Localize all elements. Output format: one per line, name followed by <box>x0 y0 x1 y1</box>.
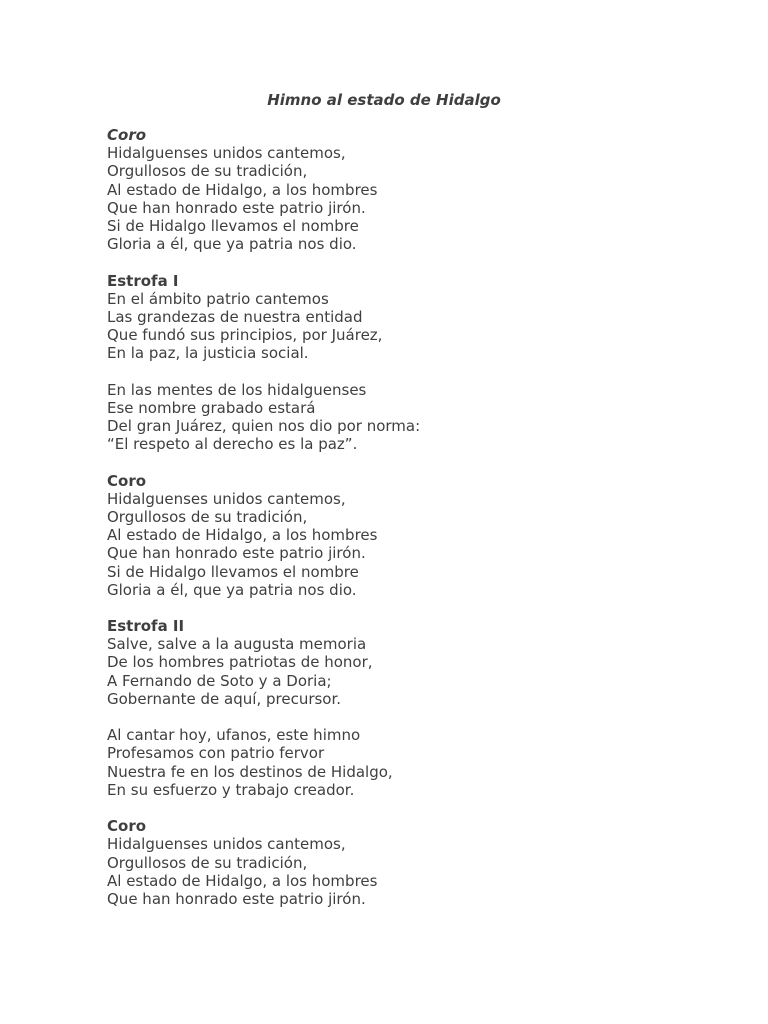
verse-line: A Fernando de Soto y a Doria; <box>107 671 332 690</box>
verse-line: Que han honrado este patrio jirón. <box>107 889 366 908</box>
verse-line: Profesamos con patrio fervor <box>107 744 325 763</box>
verse-line: Hidalguenses unidos cantemos, <box>107 835 346 854</box>
verse-line: Si de Hidalgo llevamos el nombre <box>107 562 359 581</box>
verse-line: Hidalguenses unidos cantemos, <box>107 144 346 163</box>
verse-line: Al estado de Hidalgo, a los hombres <box>107 180 378 199</box>
stanza-heading: Coro <box>107 471 147 490</box>
verse-line: Al cantar hoy, ufanos, este himno <box>107 726 361 745</box>
stanza <box>107 381 707 454</box>
verse-line: En el ámbito patrio cantemos <box>107 289 329 308</box>
stanza <box>107 472 707 599</box>
verse-line: Orgullosos de su tradición, <box>107 162 308 181</box>
verse-line: Orgullosos de su tradición, <box>107 853 308 872</box>
stanza-heading: Estrofa II <box>107 617 185 636</box>
stanza <box>107 817 707 908</box>
stanza-heading: Estrofa I <box>107 271 179 290</box>
verse-line: En las mentes de los hidalguenses <box>107 380 367 399</box>
verse-line: Del gran Juárez, quien nos dio por norma: <box>107 417 421 435</box>
verse-line: Las grandezas de nuestra entidad <box>107 307 363 326</box>
verse-line: Salve, salve a la augusta memoria <box>107 635 367 654</box>
verse-line: Hidalguenses unidos cantemos, <box>107 489 346 508</box>
verse-line: Ese nombre grabado estará <box>107 398 316 417</box>
verse-line: Que fundó sus principios, por Juárez, <box>107 326 383 345</box>
verse-line: Gobernante de aquí, precursor. <box>107 689 342 708</box>
verse-line: Orgullosos de su tradición, <box>107 507 308 526</box>
verse-line: Gloria a él, que ya patria nos dio. <box>107 580 357 599</box>
poem-body <box>107 126 707 926</box>
stanza <box>107 126 707 253</box>
verse-line: Gloria a él, que ya patria nos dio. <box>107 235 357 254</box>
verse-line: De los hombres patriotas de honor, <box>107 653 373 672</box>
verse-line: En su esfuerzo y trabajo creador. <box>107 780 355 799</box>
verse-line: Que han honrado este patrio jirón. <box>107 544 366 563</box>
verse-line: “El respeto al derecho es la paz”. <box>107 435 358 454</box>
verse-line: Que han honrado este patrio jirón. <box>107 198 366 217</box>
stanza-heading: Coro <box>107 817 147 836</box>
verse-line: Si de Hidalgo llevamos el nombre <box>107 216 359 235</box>
verse-line: Al estado de Hidalgo, a los hombres <box>107 526 378 545</box>
verse-line: Al estado de Hidalgo, a los hombres <box>107 871 378 890</box>
verse-line: En la paz, la justicia social. <box>107 344 309 363</box>
stanza <box>107 726 707 799</box>
stanza <box>107 272 707 363</box>
verse-line: Nuestra fe en los destinos de Hidalgo, <box>107 762 393 781</box>
stanza <box>107 617 707 708</box>
document-title: Himno al estado de Hidalgo <box>267 91 501 109</box>
stanza-heading: Coro <box>107 126 147 144</box>
